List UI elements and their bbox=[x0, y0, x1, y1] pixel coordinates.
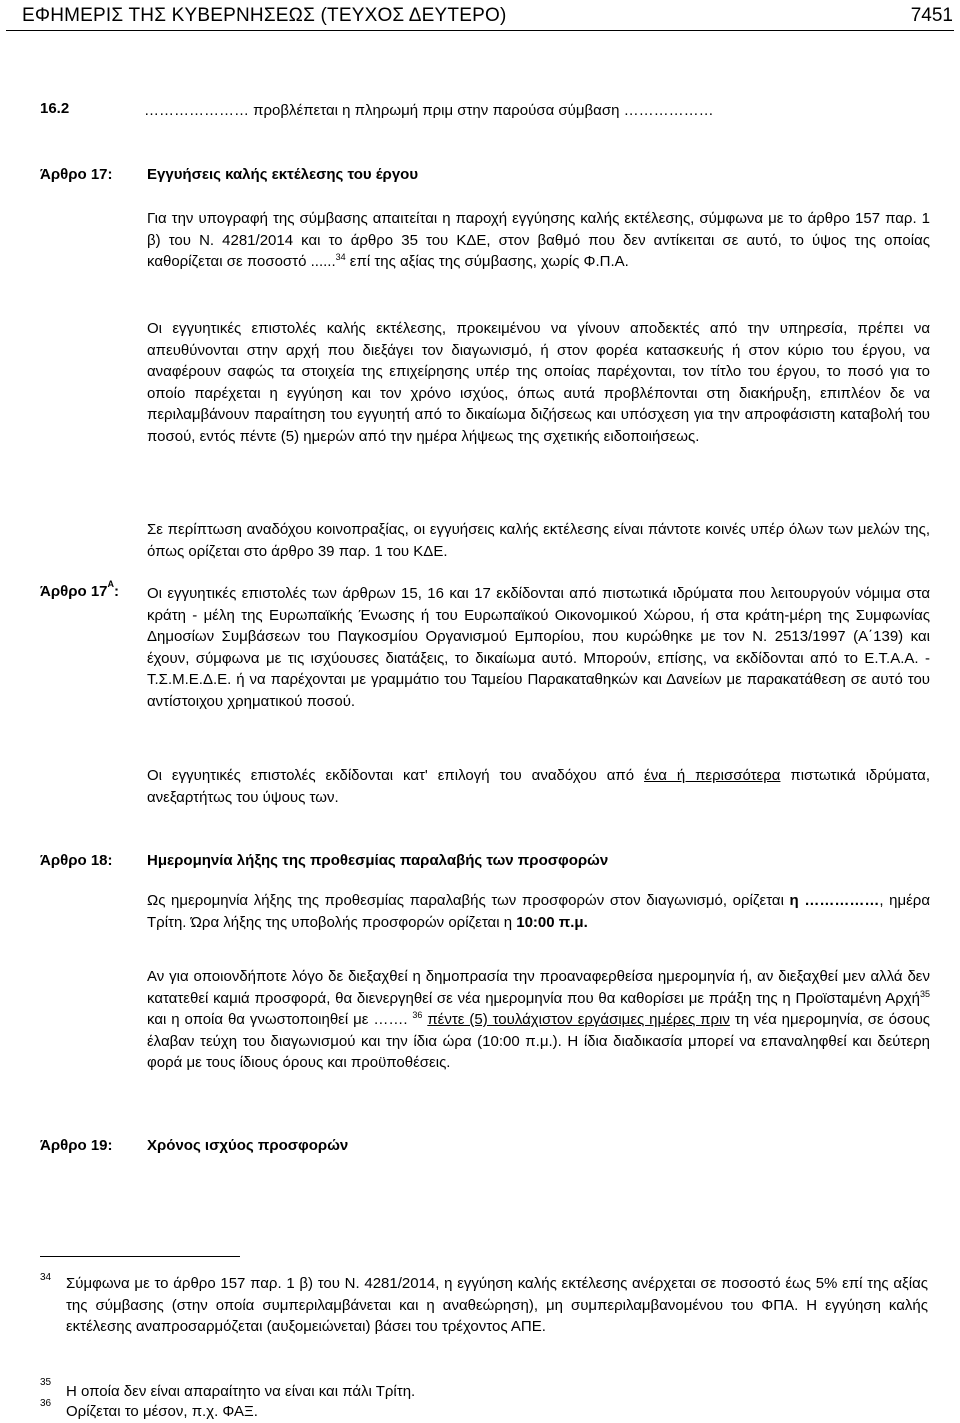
article-17a-paragraph-2 bbox=[147, 765, 930, 808]
article-18-title: Ημερομηνία λήξης της προθεσμίας παραλαβής των προσφορών bbox=[147, 852, 609, 869]
footnote-ref-34[interactable]: 34 bbox=[335, 252, 346, 262]
article-17a-label-main: Άρθρο 17 bbox=[40, 583, 108, 600]
article-17a-label-colon: : bbox=[114, 583, 120, 600]
footnote-35-text: Η οποία δεν είναι απαραίτητο να είναι και πάλι Τρίτη. bbox=[66, 1383, 416, 1400]
article-17a-p2-text: Οι εγγυητικές επιστολές εκδίδονται κατ' επιλογή του αναδόχου από bbox=[147, 767, 645, 784]
footnote-divider bbox=[40, 1256, 240, 1257]
gazette-title: ΕΦΗΜΕΡΙΣ ΤΗΣ ΚΥΒΕΡΝΗΣΕΩΣ (ΤΕΥΧΟΣ ΔΕΥΤΕΡΟ) bbox=[22, 5, 507, 26]
article-17-paragraph-1 bbox=[147, 208, 930, 273]
article-17-title: Εγγυήσεις καλής εκτέλεσης του έργου bbox=[147, 166, 419, 183]
article-18-p1-time: 10:00 π.μ. bbox=[516, 913, 588, 931]
article-17-paragraph-2: Οι εγγυητικές επιστολές καλής εκτέλεσης, προκειμένου να γίνουν αποδεκτές από την υπηρεσία, πρέπει να απευθύνονται στην αρχή που διεξάγει τον διαγωνισμό, ή στον φορέα κατασκευής ή στον κύριο του έργου, να αναφέρουν σαφώς τα στοιχεία της επιχείρησης υπέρ της οποίας παρέχονται, τον τίτλο του έργου, το ποσό για το οποίο παρέχεται η εγγύηση και τον χρόνο ισχύος, όπως αυτά προβλέπονται στη διακήρυξη, επιπλέον δε να περιλαμβάνουν παραίτηση του εγγυητή από το δικαίωμα διζήσεως και υπόσχεση για την απροφάσιστη καταβολή του ποσού, εντός πέντε (5) ημερών από την ημέρα λήψεως της σχετικής ειδοποιήσεως. bbox=[147, 320, 930, 445]
article-17-paragraph-3: Σε περίπτωση αναδόχου κοινοπραξίας, οι εγγυήσεις καλής εκτέλεσης είναι πάντοτε κοινές υπέρ όλων των μελών της, όπως ορίζεται στο άρθρο 39 παρ. 1 του ΚΔΕ. bbox=[147, 521, 930, 560]
footnote-ref-35[interactable]: 35 bbox=[919, 988, 930, 999]
article-18-p1-date: η …………… bbox=[789, 892, 880, 909]
footnote-36-number: 36 bbox=[40, 1398, 52, 1409]
page-header bbox=[0, 0, 960, 32]
article-18-paragraph-2 bbox=[147, 966, 930, 1074]
footnote-34-number: 34 bbox=[40, 1272, 52, 1283]
header-divider bbox=[6, 30, 954, 31]
article-17a-label-sup: Α bbox=[107, 579, 115, 589]
article-18-p2-underlined: πέντε (5) τουλάχιστον εργάσιμες ημέρες πριν bbox=[427, 1011, 730, 1028]
article-17-p1-text-end: επί της αξίας της σύμβασης, χωρίς Φ.Π.Α. bbox=[345, 253, 629, 270]
article-19-label: Άρθρο 19: bbox=[40, 1137, 113, 1154]
footnote-ref-36[interactable]: 36 bbox=[412, 1010, 423, 1020]
page-number: 7451 bbox=[910, 5, 953, 26]
article-17a-p2-text-end: πιστωτικά ιδρύματα, ανεξαρτήτως του ύψους των. bbox=[147, 767, 930, 806]
section-16-2-text: ………………… προβλέπεται η πληρωμή πριμ στην παρούσα σύμβαση ……………… bbox=[144, 102, 714, 119]
article-18-p2-text: Αν για οποιονδήποτε λόγο δε διεξαχθεί η δημοπρασία την προαναφερθείσα ημερομηνία ή, αν διεξαχθεί μεν αλλά δεν κατατεθεί καμιά προσφορά, θα διενεργηθεί σε νέα ημερομηνία που θα καθορίσει με πράξη της η Προϊσταμένη Αρχή bbox=[147, 968, 930, 1007]
article-19-title: Χρόνος ισχύος προσφορών bbox=[147, 1137, 349, 1154]
section-16-2-number: 16.2 bbox=[40, 100, 70, 117]
article-17-label: Άρθρο 17: bbox=[40, 166, 113, 183]
article-18-p2-text-end: τη νέα ημερομηνία, σε όσους έλαβαν τεύχη του διαγωνισμού και την ίδια ώρα (10:00 π.μ.). Η ίδια διαδικασία μπορεί να επαναληφθεί και δεύτερη φορά με τους ίδιους όρους και προϋποθέσεις. bbox=[147, 1011, 930, 1071]
article-18-p1-text: Ως ημερομηνία λήξης της προθεσμίας παραλαβής των προσφορών στον διαγωνισμό, ορίζεται bbox=[147, 892, 790, 909]
footnote-34-text: Σύμφωνα με το άρθρο 157 παρ. 1 β) του Ν. 4281/2014, η εγγύηση καλής εκτέλεσης ανέρχεται σε ποσοστό έως 5% επί της αξίας της σύμβασης (στην οποία συμπεριλαμβάνεται και η αναθεώρηση), μη συμπεριλαμβανομένου του ΦΠΑ. Η εγγύηση καλής εκτέλεσης αναπροσαρμόζεται (αυξομειώνεται) βάσει του τρέχοντος ΑΠΕ. bbox=[66, 1275, 928, 1335]
article-18-paragraph-1 bbox=[147, 890, 930, 933]
article-18-p1-text-mid: , ημέρα Τρίτη. Ώρα λήξης της υποβολής προσφορών ορίζεται η bbox=[147, 892, 930, 931]
article-18-p2-text-mid: και η οποία θα γνωστοποιηθεί με ……. bbox=[147, 1011, 413, 1028]
article-17-p1-text: Για την υπογραφή της σύμβασης απαιτείται η παροχή εγγύησης καλής εκτέλεσης, σύμφωνα με το άρθρο 157 παρ. 1 β) του Ν. 4281/2014 και το άρθρο 35 του ΚΔΕ, στον βαθμό που δεν αντίκειται σε αυτό, το ύψος της οποίας καθορίζεται σε ποσοστό ...... bbox=[147, 210, 930, 270]
footnote-36-text: Ορίζεται το μέσον, π.χ. ΦΑΞ. bbox=[66, 1403, 258, 1420]
article-18-label: Άρθρο 18: bbox=[40, 852, 113, 869]
footnote-35-number: 35 bbox=[40, 1377, 52, 1388]
article-17a-label bbox=[40, 579, 120, 600]
article-17a-p2-underlined: ένα ή περισσότερα bbox=[644, 767, 781, 784]
article-17a-paragraph-1: Οι εγγυητικές επιστολές των άρθρων 15, 16 και 17 εκδίδονται από πιστωτικά ιδρύματα που λειτουργούν νόμιμα στα κράτη - μέλη της Ευρωπαϊκής Ένωσης ή του Ευρωπαϊκού Οικονομικού Χώρου, ή στα κράτη-μέρη της Συμφωνίας Δημοσίων Συμβάσεων του Παγκοσμίου Οργανισμού Εμπορίου, που κυρώθηκε με τον Ν. 2513/1997 (Α΄139) και έχουν, σύμφωνα με τις ισχύουσες διατάξεις, το δικαίωμα αυτό. Μπορούν, επίσης, να εκδίδονται από το Ε.Τ.Α.Α. - Τ.Σ.Μ.Ε.Δ.Ε. ή να παρέχονται με γραμμάτιο του Ταμείου Παρακαταθηκών και Δανείων με παρακατάθεση σε αυτό του αντίστοιχου χρηματικού ποσού. bbox=[147, 585, 930, 710]
